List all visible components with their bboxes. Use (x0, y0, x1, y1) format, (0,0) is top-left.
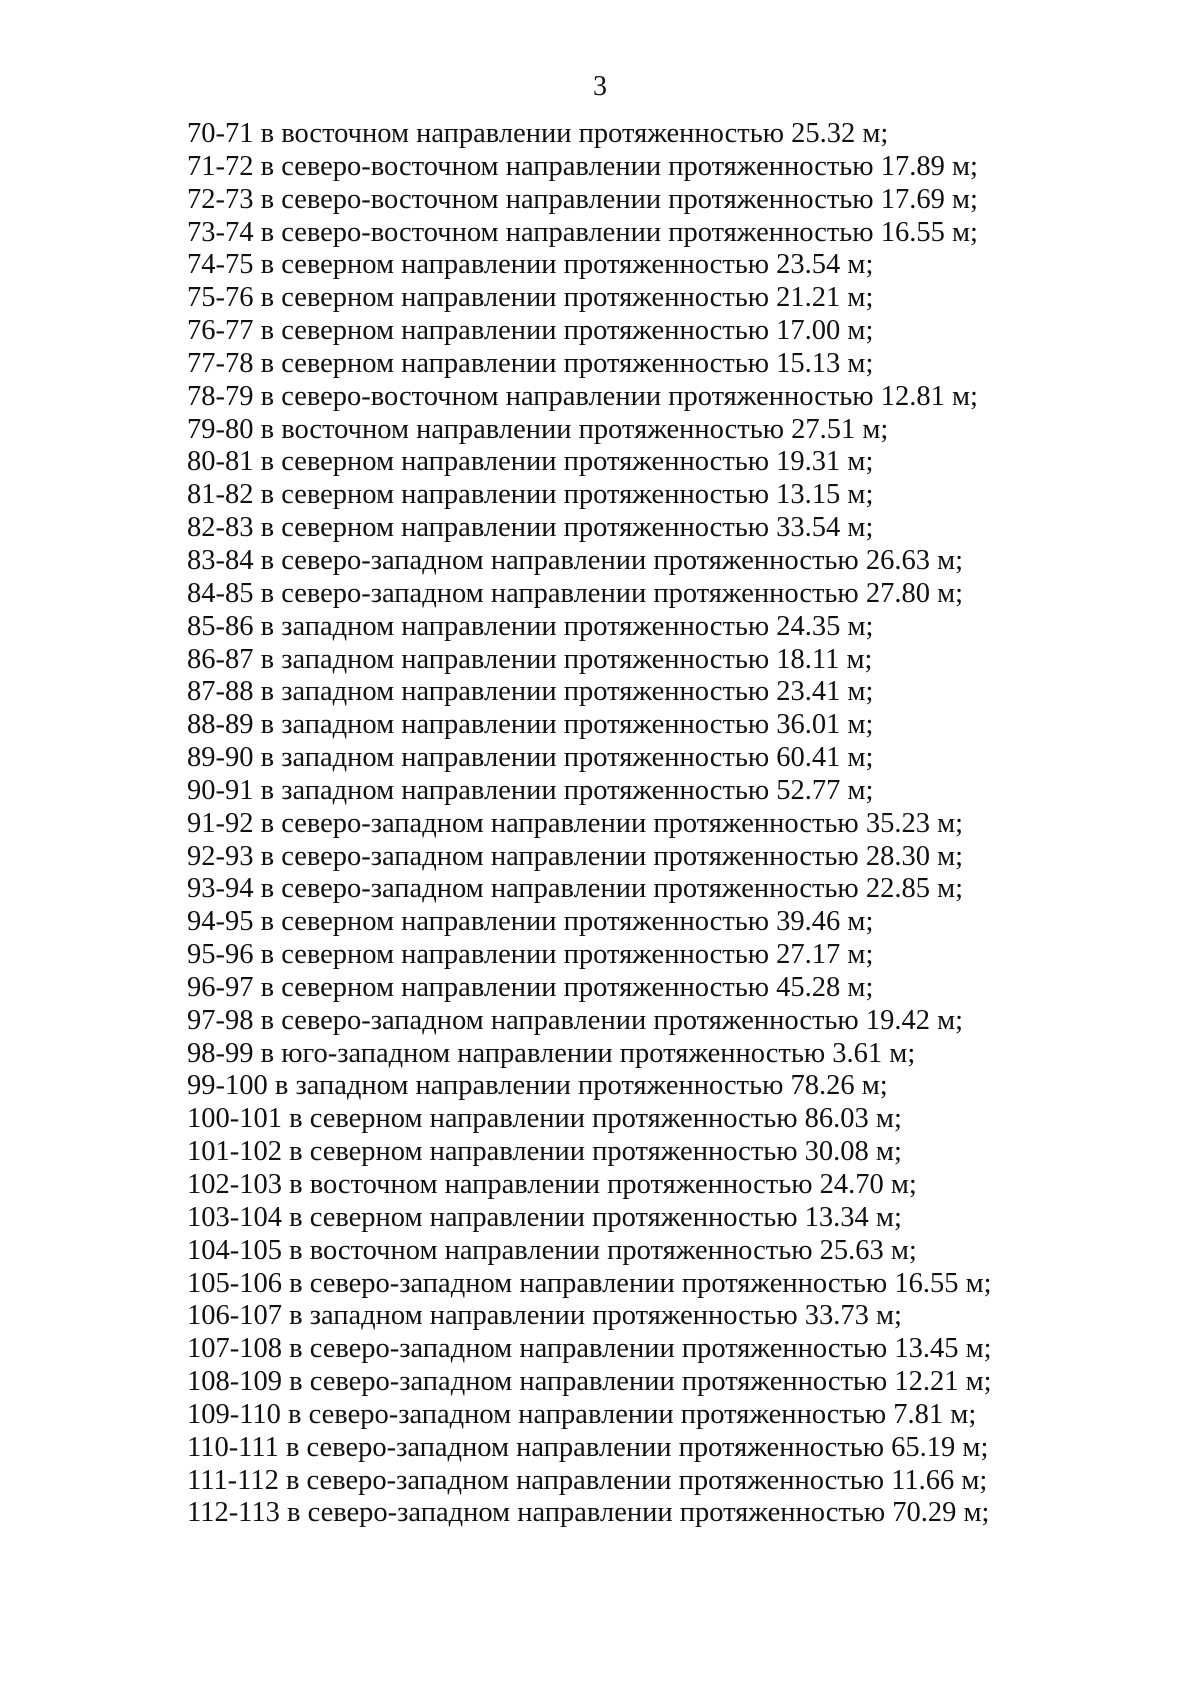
boundary-segment-line: 104-105 в восточном направлении протяженностью 25.63 м; (187, 1234, 917, 1266)
boundary-segment-line: 102-103 в восточном направлении протяженностью 24.70 м; (187, 1169, 917, 1200)
boundary-segment-line: 84-85 в северо-западном направлении протяженностью 27.80 м; (187, 577, 964, 609)
boundary-segment-line: 101-102 в северном направлении протяженностью 30.08 м; (187, 1136, 902, 1168)
boundary-segment-line: 79-80 в восточном направлении протяженностью 27.51 м; (187, 413, 889, 445)
boundary-segment-line: 75-76 в северном направлении протяженностью 21.21 м; (187, 282, 874, 314)
boundary-segment-line: 93-94 в северо-западном направлении протяженностью 22.85 м; (187, 873, 964, 905)
boundary-segment-line: 72-73 в северо-восточном направлении протяженностью 17.69 м; (187, 183, 978, 215)
boundary-segment-line: 99-100 в западном направлении протяженностью 78.26 м; (187, 1070, 888, 1102)
boundary-segment-line: 92-93 в северо-западном направлении протяженностью 28.30 м; (187, 840, 964, 872)
boundary-segment-line: 88-89 в западном направлении протяженностью 36.01 м; (187, 709, 874, 741)
boundary-segment-line: 112-113 в северо-западном направлении протяженностью 70.29 м; (187, 1497, 990, 1529)
boundary-segment-line: 100-101 в северном направлении протяженностью 86.03 м; (187, 1103, 902, 1135)
boundary-segment-line: 81-82 в северном направлении протяженностью 13.15 м; (187, 479, 874, 511)
boundary-segment-line: 80-81 в северном направлении протяженностью 19.31 м; (187, 446, 874, 478)
boundary-segment-line: 71-72 в северо-восточном направлении протяженностью 17.89 м; (187, 150, 978, 182)
boundary-segment-line: 86-87 в западном направлении протяженностью 18.11 м; (187, 643, 873, 675)
boundary-segment-line: 106-107 в западном направлении протяженностью 33.73 м; (187, 1300, 902, 1332)
boundary-segment-line: 111-112 в северо-западном направлении протяженностью 11.66 м; (187, 1464, 988, 1496)
boundary-segment-line: 91-92 в северо-западном направлении протяженностью 35.23 м; (187, 807, 964, 839)
boundary-segment-line: 82-83 в северном направлении протяженностью 33.54 м; (187, 512, 874, 544)
boundary-segment-line: 85-86 в западном направлении протяженностью 24.35 м; (187, 610, 874, 642)
boundary-segment-line: 103-104 в северном направлении протяженностью 13.34 м; (187, 1201, 902, 1233)
boundary-segment-line: 90-91 в западном направлении протяженностью 52.77 м; (187, 774, 874, 806)
boundary-segment-line: 110-111 в северо-западном направлении протяженностью 65.19 м; (187, 1431, 989, 1463)
boundary-segment-line: 96-97 в северном направлении протяженностью 45.28 м; (187, 971, 874, 1003)
boundary-segment-line: 83-84 в северо-западном направлении протяженностью 26.63 м; (187, 544, 964, 576)
boundary-segment-line: 108-109 в северо-западном направлении протяженностью 12.21 м; (187, 1366, 992, 1398)
page-number: 3 (593, 71, 607, 102)
boundary-segment-line: 70-71 в восточном направлении протяженностью 25.32 м; (187, 118, 889, 149)
boundary-segment-line: 107-108 в северо-западном направлении протяженностью 13.45 м; (187, 1333, 992, 1365)
boundary-segment-line: 98-99 в юго-западном направлении протяженностью 3.61 м; (187, 1037, 916, 1069)
boundary-segment-line: 74-75 в северном направлении протяженностью 23.54 м; (187, 249, 874, 281)
boundary-segment-line: 89-90 в западном направлении протяженностью 60.41 м; (187, 742, 874, 774)
boundary-segment-line: 97-98 в северо-западном направлении протяженностью 19.42 м; (187, 1004, 964, 1036)
boundary-segment-line: 95-96 в северном направлении протяженностью 27.17 м; (187, 939, 874, 971)
boundary-segment-line: 109-110 в северо-западном направлении протяженностью 7.81 м; (187, 1398, 977, 1430)
boundary-segment-line: 78-79 в северо-восточном направлении протяженностью 12.81 м; (187, 380, 978, 412)
boundary-segment-line: 105-106 в северо-западном направлении протяженностью 16.55 м; (187, 1267, 992, 1299)
boundary-segment-line: 87-88 в западном направлении протяженностью 23.41 м; (187, 676, 874, 708)
boundary-segment-line: 76-77 в северном направлении протяженностью 17.00 м; (187, 315, 874, 347)
boundary-segment-line: 94-95 в северном направлении протяженностью 39.46 м; (187, 906, 874, 938)
boundary-segment-line: 77-78 в северном направлении протяженностью 15.13 м; (187, 347, 874, 379)
boundary-segment-list (187, 118, 1147, 1530)
boundary-segment-line: 73-74 в северо-восточном направлении протяженностью 16.55 м; (187, 216, 978, 248)
